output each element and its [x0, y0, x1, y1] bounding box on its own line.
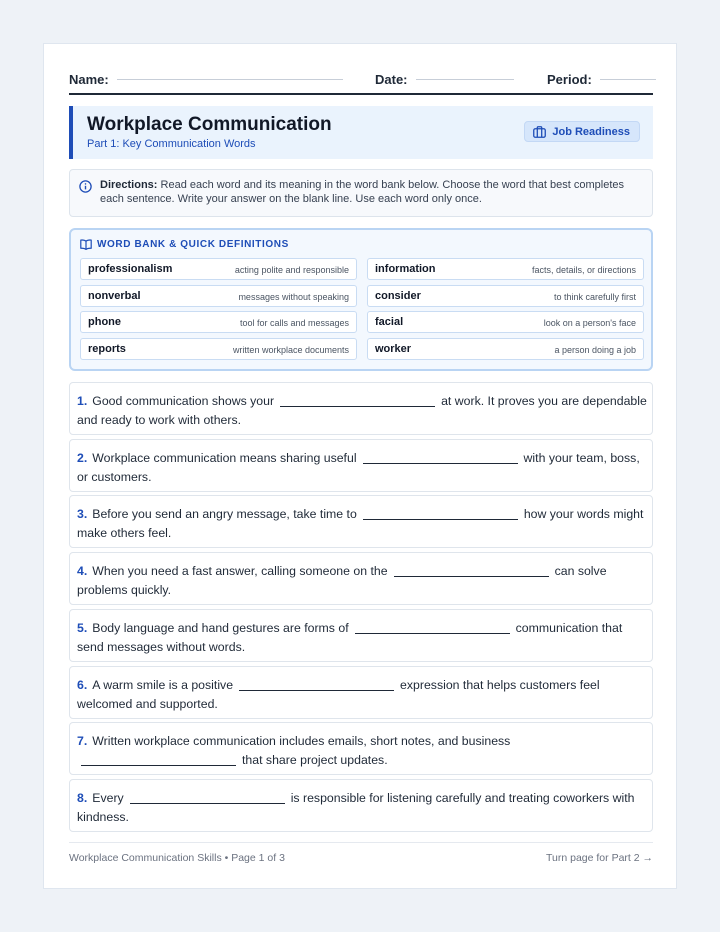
word-bank-title: WORD BANK & QUICK DEFINITIONS	[97, 239, 289, 250]
directions-box	[69, 169, 653, 217]
title-band	[69, 106, 653, 159]
word-term: information	[375, 263, 436, 275]
question-text	[77, 732, 647, 769]
answer-blank[interactable]	[130, 790, 285, 804]
question-before: Before you send an angry message, take time to	[92, 507, 357, 521]
answer-blank[interactable]	[239, 677, 394, 691]
question-before: Every	[92, 791, 124, 805]
info-icon	[79, 180, 92, 193]
briefcase-icon	[533, 126, 546, 138]
question-after: can solve problems quickly.	[77, 564, 607, 597]
question-6	[69, 666, 653, 719]
question-text	[77, 505, 647, 542]
question-before: Workplace communication means sharing useful	[92, 451, 357, 465]
page-subtitle: Part 1: Key Communication Words	[87, 138, 256, 150]
question-text	[77, 392, 647, 429]
word-bank-heading	[80, 239, 289, 250]
question-number: 3.	[77, 507, 88, 521]
word-term: professionalism	[88, 263, 173, 275]
question-before: Written workplace communication includes emails, short notes, and business	[92, 734, 511, 748]
date-field[interactable]	[375, 70, 514, 88]
period-label: Period:	[547, 71, 592, 87]
word-card	[367, 338, 644, 360]
word-card	[367, 285, 644, 307]
word-term: reports	[88, 343, 126, 355]
question-number: 2.	[77, 451, 88, 465]
question-1	[69, 382, 653, 435]
question-number: 7.	[77, 734, 88, 748]
question-after: with your team, boss, or customers.	[77, 451, 640, 484]
word-term: consider	[375, 290, 421, 302]
page-footer	[69, 842, 653, 872]
word-definition: acting polite and responsible	[234, 265, 349, 275]
question-after: communication that send messages without words.	[77, 621, 623, 654]
answer-blank[interactable]	[81, 752, 236, 766]
word-definition: tool for calls and messages	[239, 318, 349, 328]
question-7	[69, 722, 653, 775]
badge-label: Job Readiness	[552, 125, 630, 138]
word-definition: facts, details, or directions	[531, 265, 636, 275]
word-card	[80, 311, 357, 333]
word-term: phone	[88, 316, 121, 328]
worksheet-page	[43, 43, 677, 889]
word-term: facial	[375, 316, 404, 328]
answer-blank[interactable]	[394, 563, 549, 577]
footer-page-info: Workplace Communication Skills • Page 1 of 3	[69, 852, 285, 864]
word-card	[367, 311, 644, 333]
word-definition: messages without speaking	[238, 292, 349, 302]
date-label: Date:	[375, 71, 408, 87]
question-before: When you need a fast answer, calling someone on the	[92, 564, 388, 578]
question-text	[77, 789, 647, 826]
page-title: Workplace Communication	[87, 114, 332, 135]
question-3	[69, 495, 653, 548]
word-term: nonverbal	[88, 290, 141, 302]
question-2	[69, 439, 653, 492]
question-before: Good communication shows your	[92, 394, 275, 408]
book-icon	[80, 239, 92, 250]
name-line	[117, 79, 343, 80]
word-definition: to think carefully first	[553, 292, 636, 302]
question-text	[77, 619, 647, 656]
answer-blank[interactable]	[355, 620, 510, 634]
directions-text	[100, 178, 640, 206]
name-field[interactable]	[69, 70, 343, 88]
question-number: 6.	[77, 678, 88, 692]
directions-label: Directions:	[100, 179, 158, 191]
job-readiness-badge	[524, 121, 640, 142]
question-text	[77, 676, 647, 713]
word-term: worker	[375, 343, 412, 355]
question-after: is responsible for listening carefully and treating coworkers with kindness.	[77, 791, 635, 824]
question-text	[77, 449, 647, 486]
word-bank	[69, 228, 653, 371]
answer-blank[interactable]	[280, 393, 435, 407]
word-definition: written workplace documents	[232, 345, 349, 355]
question-text	[77, 562, 647, 599]
answer-blank[interactable]	[363, 506, 518, 520]
date-line	[416, 79, 514, 80]
answer-blank[interactable]	[363, 450, 518, 464]
name-label: Name:	[69, 71, 109, 87]
question-8	[69, 779, 653, 832]
word-definition: look on a person's face	[543, 318, 636, 328]
word-card	[80, 285, 357, 307]
question-after: that share project updates.	[242, 752, 388, 767]
word-card	[80, 338, 357, 360]
question-after: how your words might make others feel.	[77, 507, 644, 540]
question-number: 5.	[77, 621, 88, 635]
question-4	[69, 552, 653, 605]
student-info-row	[69, 68, 653, 95]
question-after: expression that helps customers feel welcomed and supported.	[77, 678, 600, 711]
period-field[interactable]	[547, 70, 656, 88]
question-before: Body language and hand gestures are forms of	[92, 621, 349, 635]
directions-body: Read each word and its meaning in the word bank below. Choose the word that best completes each sentence. Write your answer on the blank line. Use each word only once.	[100, 179, 625, 205]
word-card	[367, 258, 644, 280]
question-5	[69, 609, 653, 662]
question-before: A warm smile is a positive	[92, 678, 234, 692]
word-definition: a person doing a job	[554, 345, 636, 355]
question-number: 4.	[77, 564, 88, 578]
question-number: 8.	[77, 791, 88, 805]
footer-next-hint: Turn page for Part 2 →	[546, 852, 653, 864]
question-number: 1.	[77, 394, 88, 408]
period-line	[600, 79, 656, 80]
question-after: at work. It proves you are dependable and ready to work with others.	[77, 394, 647, 427]
word-card	[80, 258, 357, 280]
